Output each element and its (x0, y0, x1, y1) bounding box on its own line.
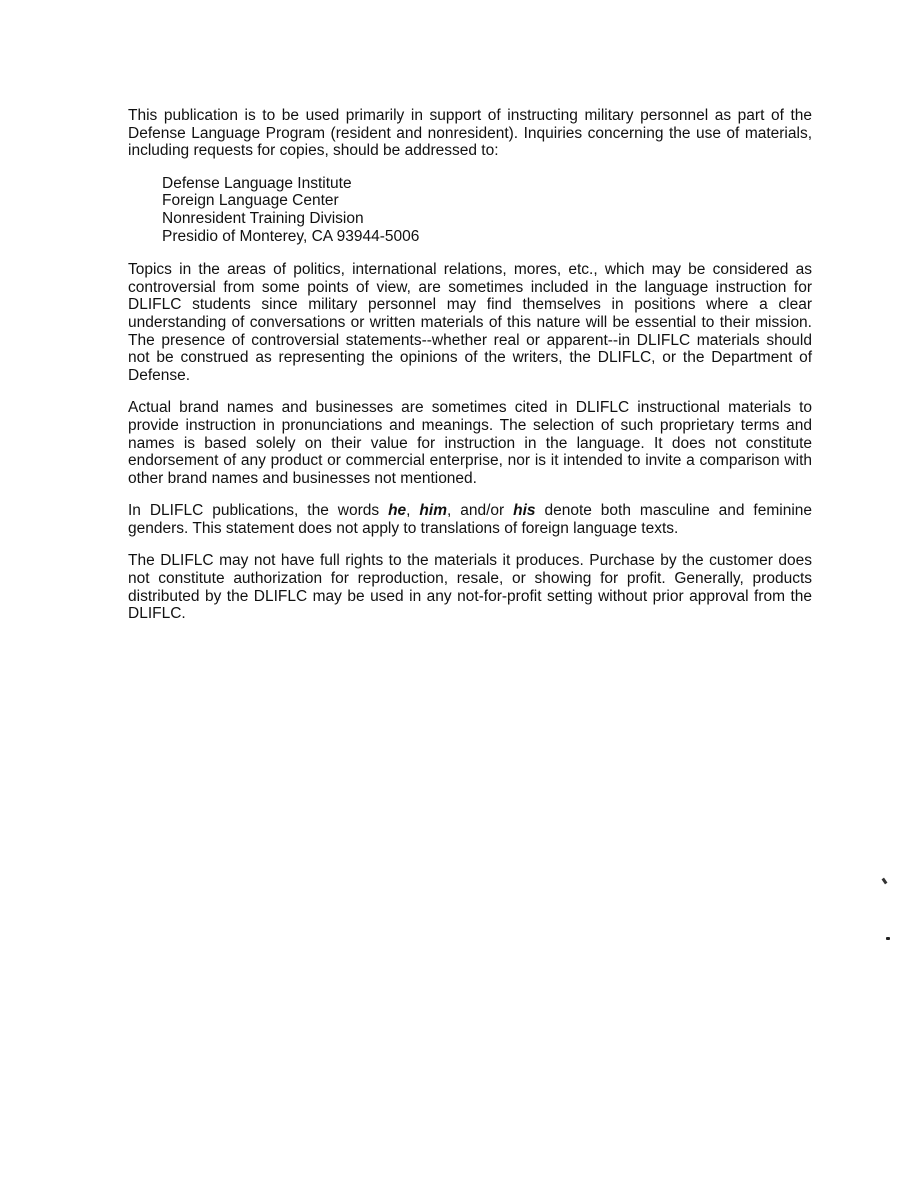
gender-separator-1: , (406, 502, 420, 520)
topics-paragraph: Topics in the areas of politics, international relations, mores, etc., which may be considered as controversial from some points of view, are sometimes included in the language instruction for DLIFLC students since military personnel may find themselves in positions where a clear understanding of conversations or written materials of this nature will be essential to their mission. The presence of controversial statements--whether real or apparent--in DLIFLC materials should not be construed as representing the opinions of the writers, the DLIFLC, or the Department of Defense. (128, 261, 812, 384)
gender-text-start: In DLIFLC publications, the words (128, 502, 389, 520)
scan-speck-dot (886, 937, 890, 940)
address-line-division: Nonresident Training Division (162, 209, 364, 227)
word-him: him (419, 502, 447, 520)
gender-paragraph (128, 502, 812, 537)
address-line-center: Foreign Language Center (162, 192, 339, 210)
document-body (128, 107, 812, 638)
address-block (162, 175, 812, 245)
word-his: his (513, 502, 536, 520)
brand-names-paragraph: Actual brand names and businesses are sometimes cited in DLIFLC instructional materials to provide instruction in pronunciations and meanings. The selection of such proprietary terms and names is based solely on their value for instruction in the language. It does not constitute endorsement of any product or commercial enterprise, nor is it intended to invite a comparison with other brand names and businesses not mentioned. (128, 399, 812, 487)
word-he: he (388, 502, 407, 520)
address-line-city: Presidio of Monterey, CA 93944-5006 (162, 227, 420, 245)
gender-text-end: denote both masculine and feminine genders. This statement does not apply to translations of foreign language texts. (128, 502, 813, 537)
intro-paragraph: This publication is to be used primarily in support of instructing military personnel as part of the Defense Language Program (resident and nonresident). Inquiries concerning the use of materials, including requests for copies, should be addressed to: (128, 107, 812, 160)
gender-separator-2: , and/or (446, 502, 514, 520)
address-line-institute: Defense Language Institute (162, 174, 352, 192)
scan-speck-mark (882, 878, 888, 885)
rights-paragraph: The DLIFLC may not have full rights to the materials it produces. Purchase by the customer does not constitute authorization for reproduction, resale, or showing for profit. Generally, products distributed by the DLIFLC may be used in any not-for-profit setting without prior approval from the DLIFLC. (128, 552, 812, 623)
